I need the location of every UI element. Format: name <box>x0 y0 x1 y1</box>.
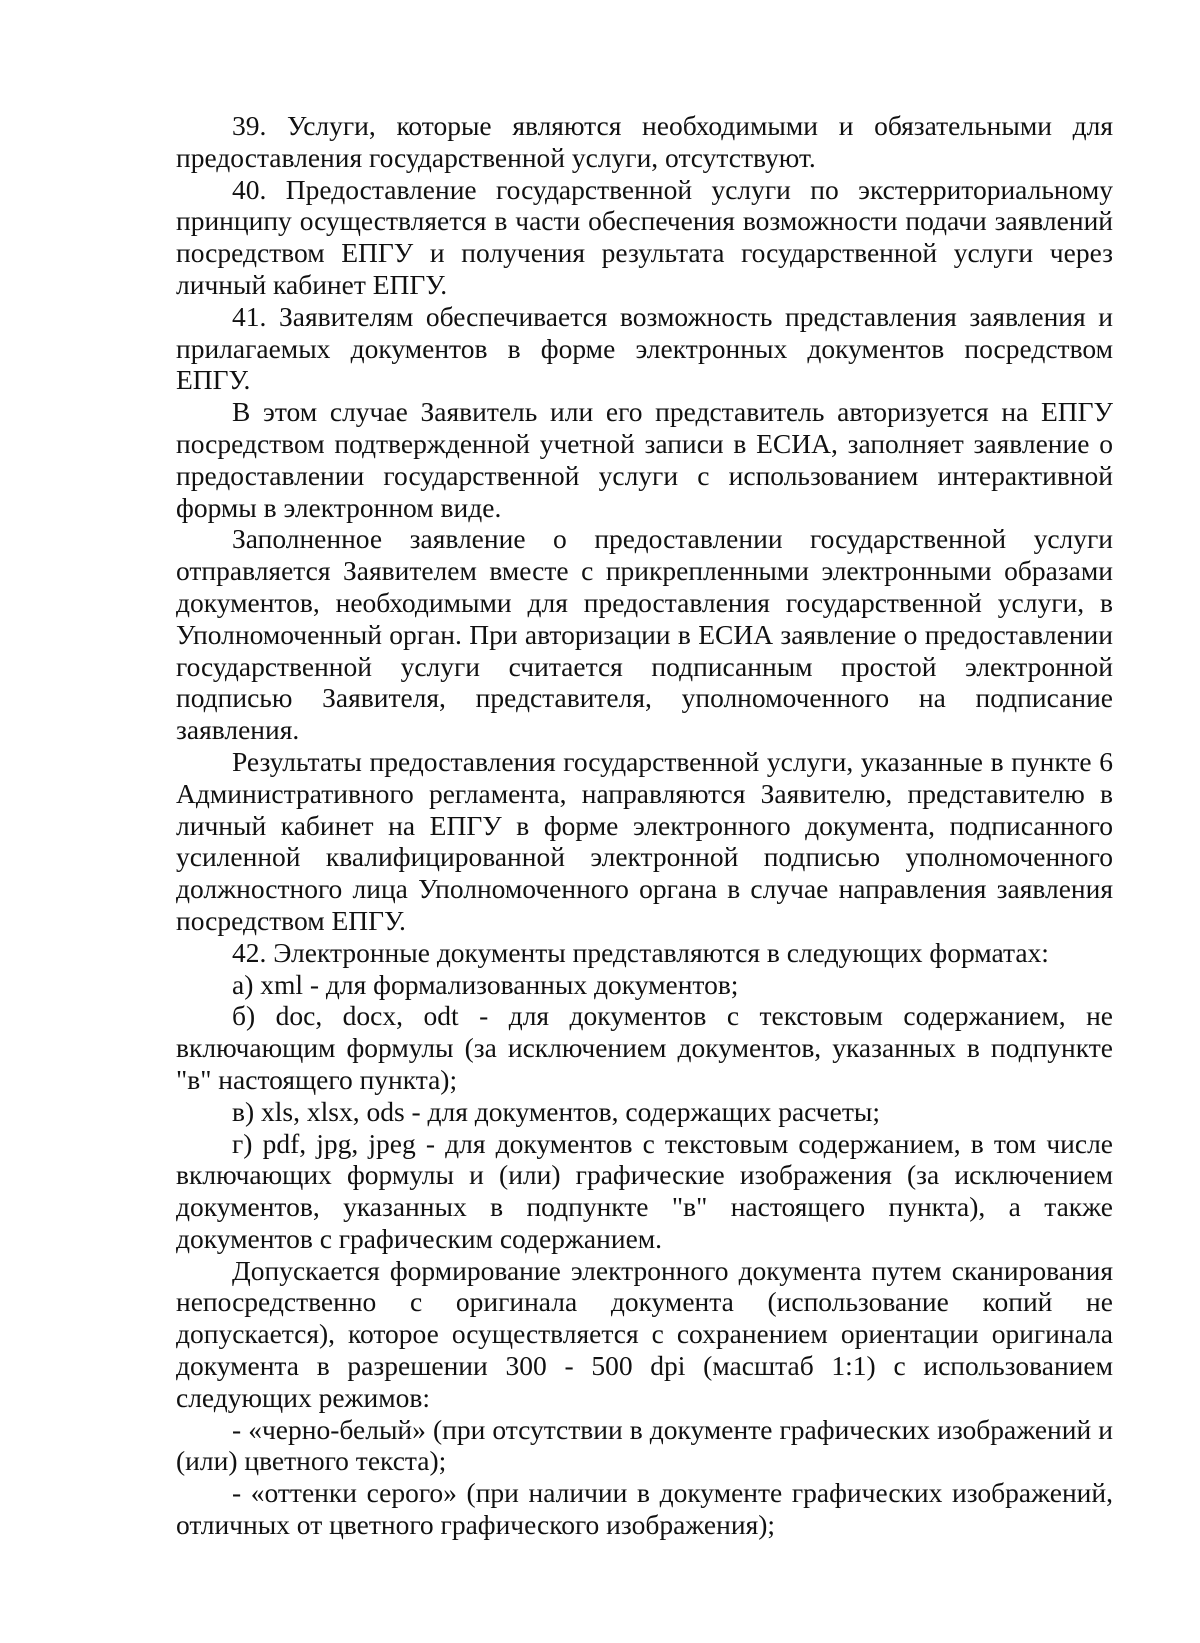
paragraph-scanning: Допускается формирование электронного документа путем сканирования непосредственно с оригинала документа (использование копий не допускается), которое осуществляется с сохранением ориентации оригинала документа в разрешении 300 - 500 dpi (масштаб 1:1) с использованием следующих режимов: <box>176 1254 1113 1413</box>
document-page <box>176 110 1113 1541</box>
paragraph-39: 39. Услуги, которые являются необходимыми и обязательными для предоставления государственной услуги, отсутствуют. <box>176 110 1113 173</box>
list-item-a: а) xml - для формализованных документов; <box>232 968 739 1000</box>
list-item-g: г) pdf, jpg, jpeg - для документов с текстовым содержанием, в том числе включающих формулы и (или) графические изображения (за исключением документов, указанных в подпункте "в" настоящего пункта), а также документов с графическим содержанием. <box>176 1127 1113 1254</box>
list-item-v: в) xls, xlsx, ods - для документов, содержащих расчеты; <box>232 1095 880 1127</box>
paragraph-41: 41. Заявителям обеспечивается возможность представления заявления и прилагаемых документов в форме электронных документов посредством ЕПГУ. <box>176 300 1113 396</box>
paragraph-42: 42. Электронные документы представляются в следующих форматах: <box>232 936 1049 968</box>
mode-black-white: - «черно-белый» (при отсутствии в документе графических изображений и (или) цветного текста); <box>176 1413 1113 1477</box>
mode-grayscale: - «оттенки серого» (при наличии в документе графических изображений, отличных от цветного графического изображения); <box>176 1477 1113 1541</box>
paragraph-41-results: Результаты предоставления государственной услуги, указанные в пункте 6 Административного регламента, направляются Заявителю, представителю в личный кабинет на ЕПГУ в форме электронного документа, подписанного усиленной квалифицированной электронной подписью уполномоченного должностного лица Уполномоченного органа в случае направления заявления посредством ЕПГУ. <box>176 745 1113 936</box>
paragraph-41-submission: Заполненное заявление о предоставлении государственной услуги отправляется Заявителем вместе с прикрепленными электронными образами документов, необходимыми для предоставления государственной услуги, в Уполномоченный орган. При авторизации в ЕСИА заявление о предоставлении государственной услуги считается подписанным простой электронной подписью Заявителя, представителя, уполномоченного на подписание заявления. <box>176 523 1113 746</box>
list-item-b: б) doc, docx, odt - для документов с текстовым содержанием, не включающим формулы (за исключением документов, указанных в подпункте "в" настоящего пункта); <box>176 1000 1113 1095</box>
paragraph-40: 40. Предоставление государственной услуги по экстерриториальному принципу осуществляется в части обеспечения возможности подачи заявлений посредством ЕПГУ и получения результата государственной услуги через личный кабинет ЕПГУ. <box>176 173 1113 300</box>
paragraph-41-authorization: В этом случае Заявитель или его представитель авторизуется на ЕПГУ посредством подтвержденной учетной записи в ЕСИА, заполняет заявление о предоставлении государственной услуги с использованием интерактивной формы в электронном виде. <box>176 396 1113 523</box>
